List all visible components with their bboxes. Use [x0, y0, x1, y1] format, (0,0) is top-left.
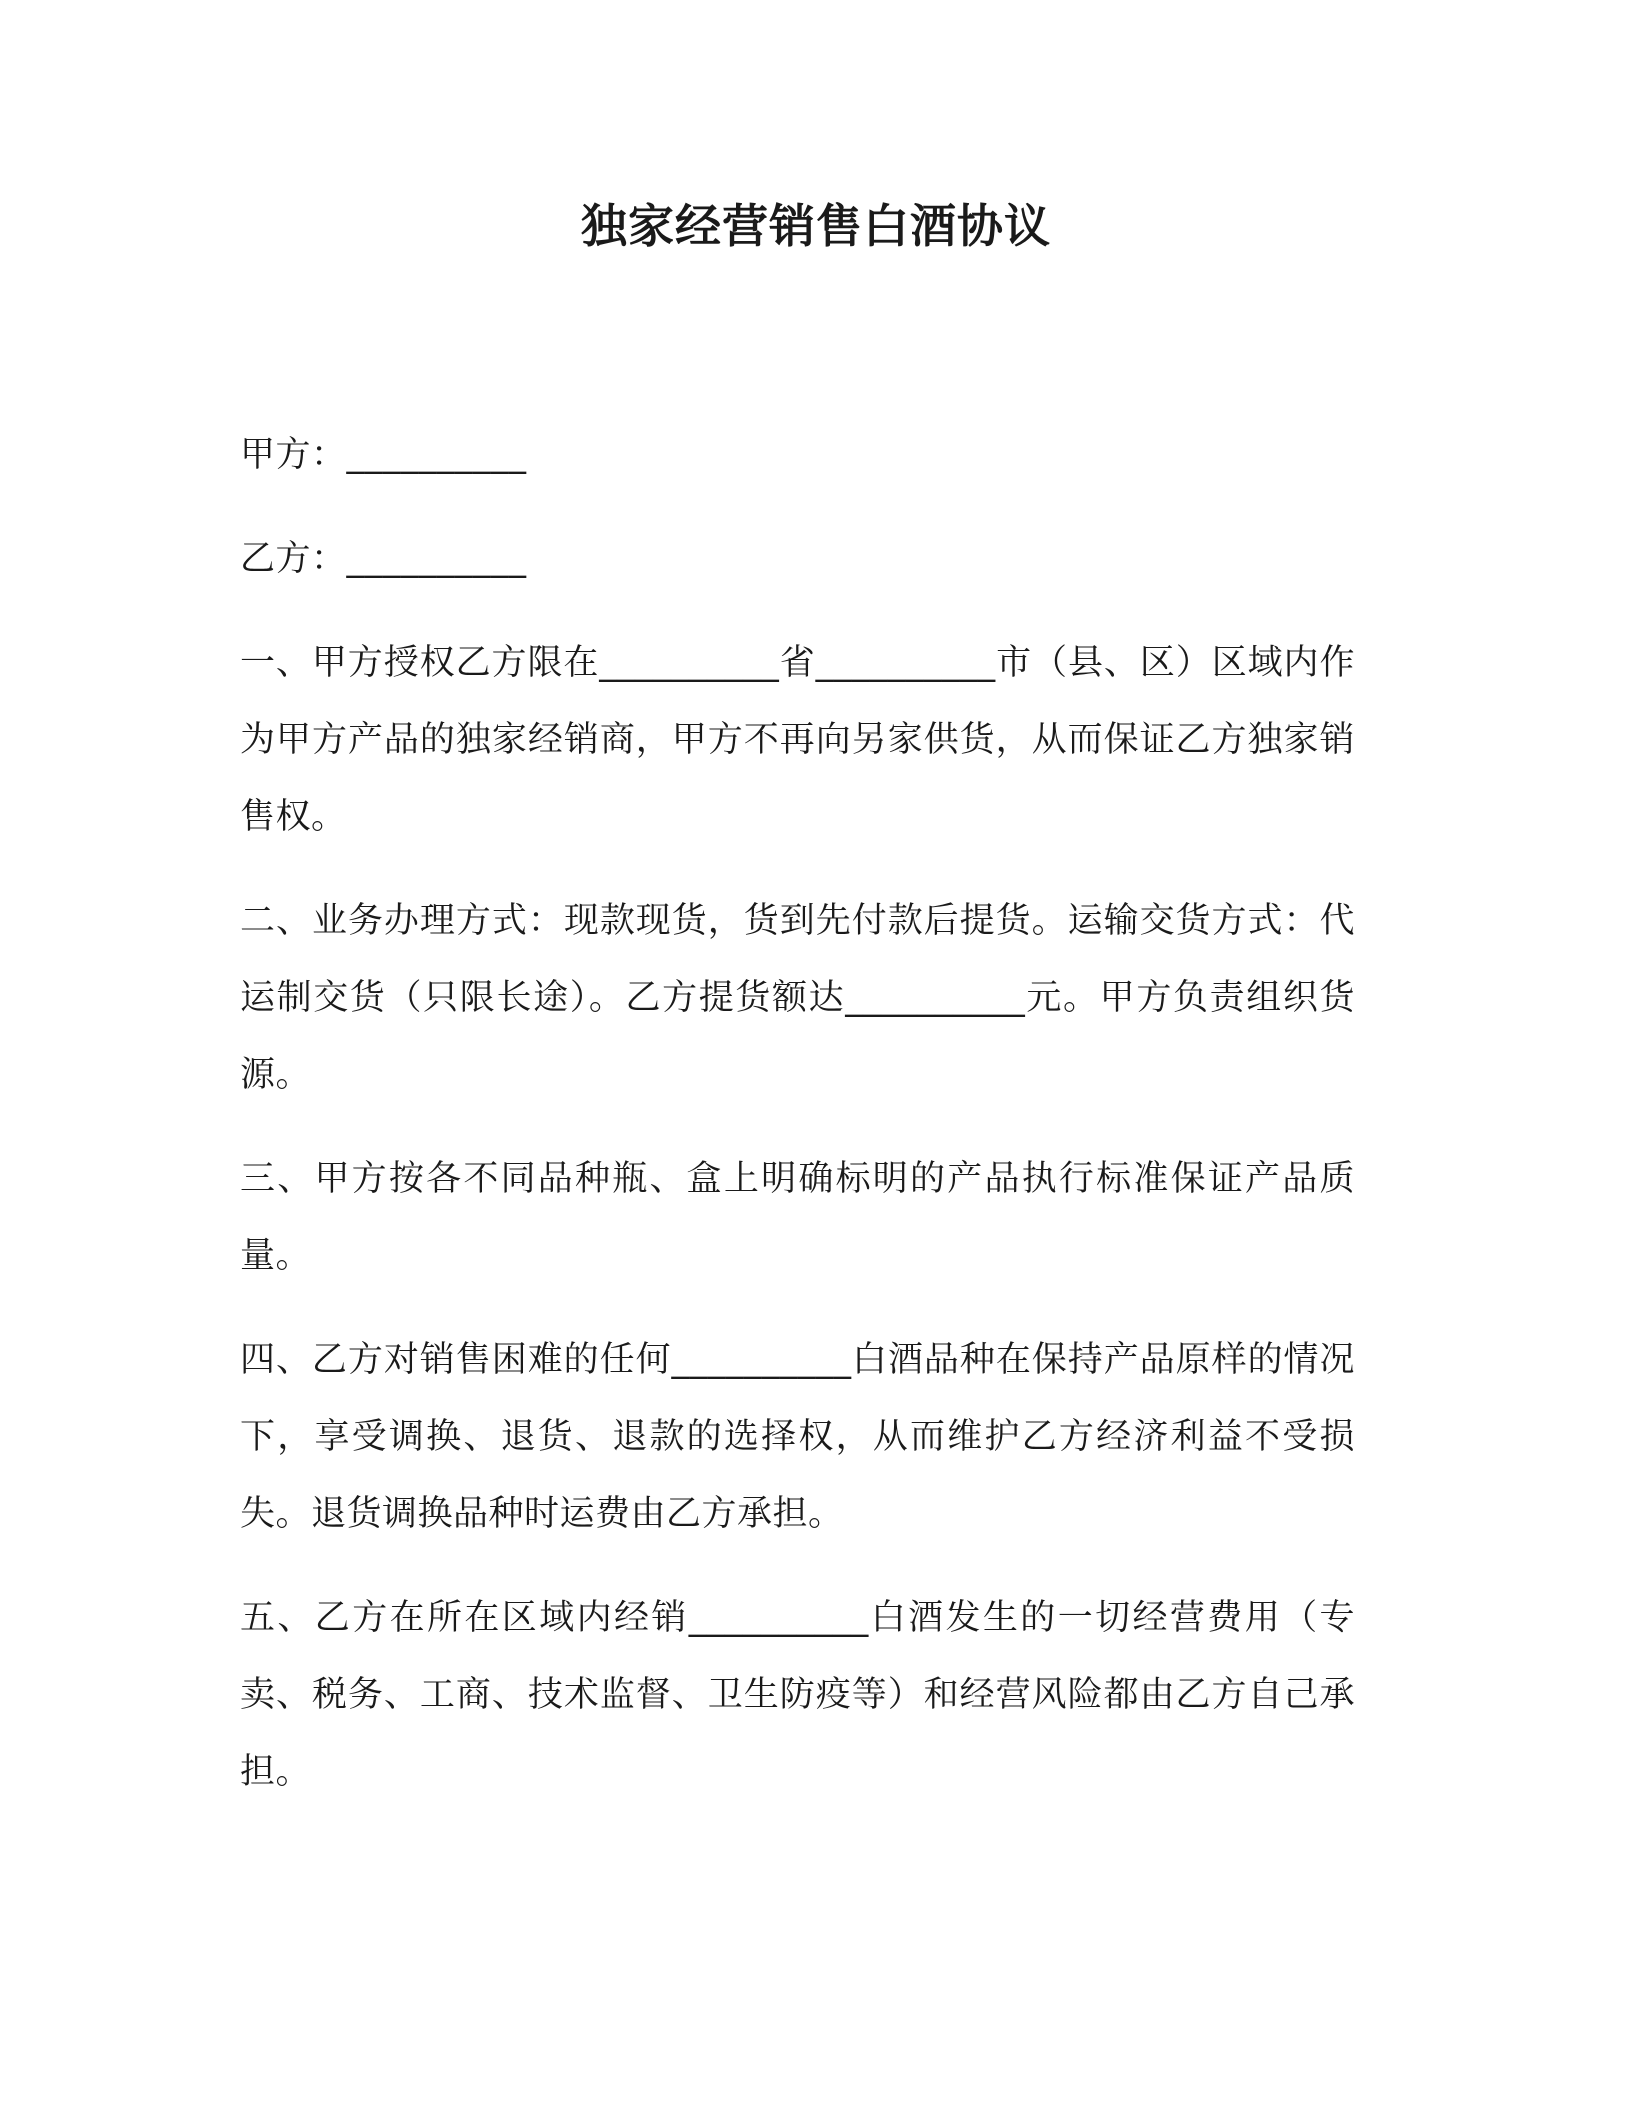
party-a-line [240, 417, 1355, 494]
document-title: 独家经营销售白酒协议 [581, 199, 1051, 253]
clause-5: 五、乙方在所在区域内经销__________白酒发生的一切经营费用（专卖、税务、工商、技术监督、卫生防疫等）和经营风险都由乙方自己承担。 [240, 1598, 1355, 1792]
party-b-label: 乙方： [240, 539, 347, 579]
party-b-blank: __________ [346, 539, 527, 579]
party-a-blank: __________ [346, 435, 527, 475]
clause-4: 四、乙方对销售困难的任何__________白酒品种在保持产品原样的情况下，享受调换、退货、退款的选择权，从而维护乙方经济利益不受损失。退货调换品种时运费由乙方承担。 [240, 1340, 1355, 1534]
document-body [240, 417, 1355, 1838]
clause-3: 三、甲方按各不同品种瓶、盒上明确标明的产品执行标准保证产品质量。 [240, 1159, 1355, 1276]
party-b-line [240, 521, 1355, 598]
party-a-label: 甲方： [240, 435, 347, 475]
clause-1: 一、甲方授权乙方限在__________省__________市（县、区）区域内作为甲方产品的独家经销商，甲方不再向另家供货，从而保证乙方独家销售权。 [240, 643, 1355, 837]
clause-2: 二、业务办理方式：现款现货，货到先付款后提货。运输交货方式：代运制交货（只限长途）。乙方提货额达__________元。甲方负责组织货源。 [240, 901, 1355, 1095]
